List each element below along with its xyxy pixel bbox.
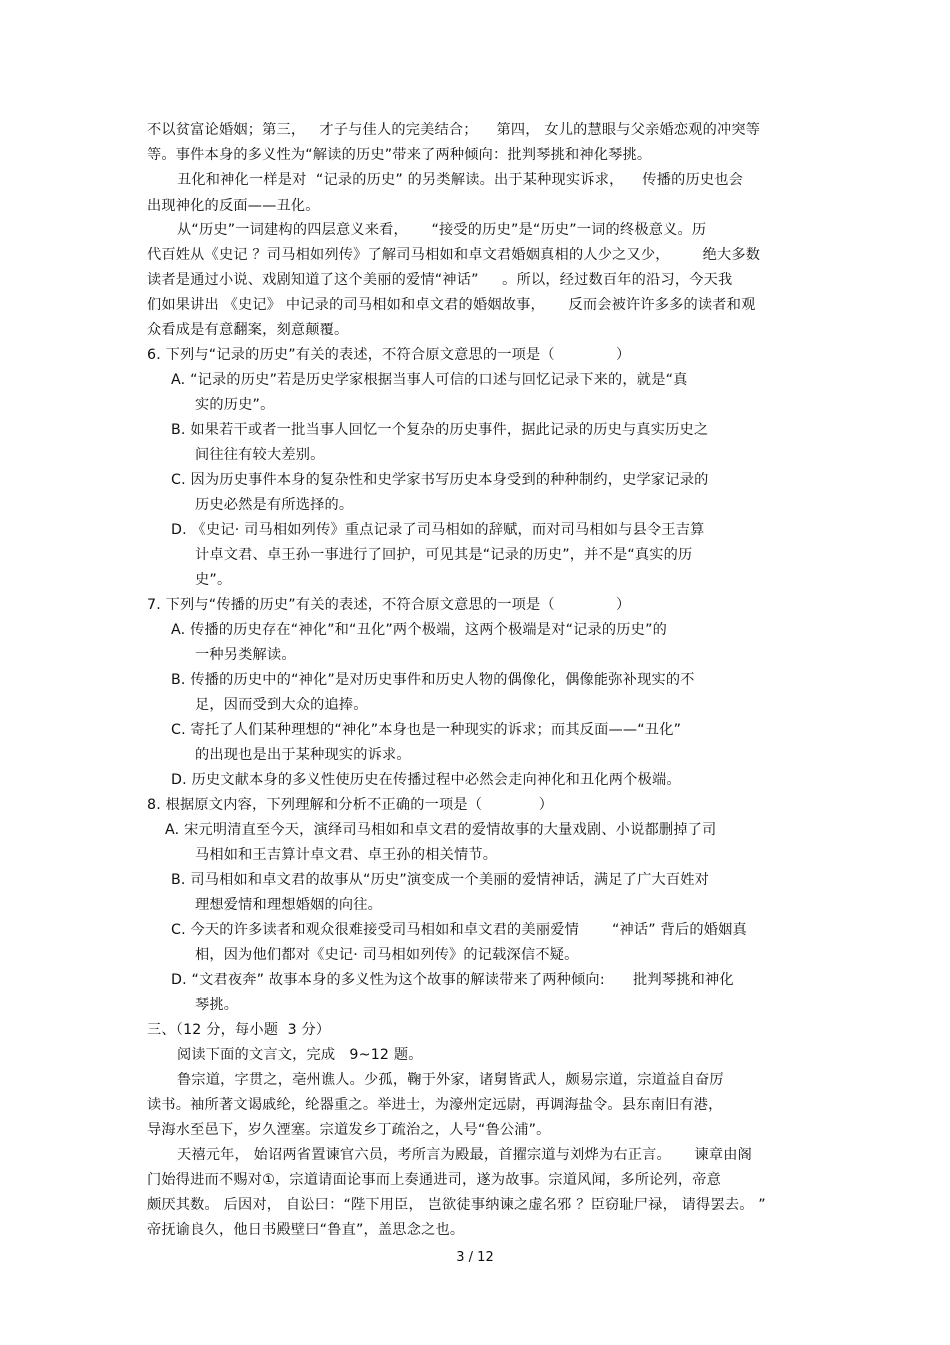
q6-option-d-cont: 史”。	[195, 572, 232, 588]
q8-option-c-cont: 相，因为他们都对《史记· 司马相如列传》的记载深信不疑。	[195, 947, 579, 963]
question-7-stem: 7. 下列与“传播的历史”有关的表述，不符合原文意思的一项是（ ）	[147, 597, 631, 613]
q8-option-d: D. “文君夜奔” 故事本身的多义性为这个故事的解读带来了两种倾向: 批判琴挑和神化	[171, 972, 734, 988]
q8-option-a: A. 宋元明清直至今天，演绎司马相如和卓文君的爱情故事的大量戏剧、小说都删掉了司	[165, 822, 717, 838]
q6-option-c: C. 因为历史事件本身的复杂性和史学家书写历史本身受到的种种制约，史学家记录的	[171, 472, 709, 488]
classical-text-line: 鲁宗道，字贯之，亳州谯人。少孤，鞠于外家，诸舅皆武人，颇易宗道，宗道益自奋厉	[177, 1072, 724, 1088]
q7-option-b-cont: 足，因而受到大众的追捧。	[195, 697, 368, 713]
classical-text-line: 天禧元年， 始诏两省置谏官六员，考所言为殿最，首擢宗道与刘烨为右正言。 谏章由阁	[177, 1147, 752, 1163]
q8-option-d-cont: 琴挑。	[195, 997, 239, 1013]
q6-option-d-cont: 计卓文君、卓王孙一事进行了回护，可见其是“记录的历史”，并不是“真实的历	[195, 547, 693, 563]
passage-line: 丑化和神化一样是对 “记录的历史” 的另类解读。出于某种现实诉求， 传播的历史也会	[177, 172, 744, 188]
q8-option-a-cont: 马相如和王吉算计卓文君、卓王孙的相关情节。	[195, 847, 498, 863]
classical-text-line: 门始得进而不赐对①，宗道请面论事而上奏通进司，遂为故事。宗道风闻，多所论列，帝意	[147, 1172, 722, 1188]
passage-line: 出现神化的反面——丑化。	[147, 198, 320, 214]
classical-text-line: 颇厌其数。 后因对， 自讼曰：“陛下用臣， 岂欲徒事纳谏之虚名邪 ？臣窃耻尸禄， 请得罢去。 ”	[147, 1197, 766, 1213]
q6-option-b: B. 如果若干或者一批当事人回忆一个复杂的历史事件，据此记录的历史与真实历史之	[171, 422, 709, 438]
page-number: 3 / 12	[456, 1250, 494, 1265]
q7-option-c: C. 寄托了人们某种理想的“神化”本身也是一种现实的诉求；而其反面——“丑化”	[171, 722, 682, 738]
passage-line: 众看成是有意翻案，刻意颠覆。	[147, 322, 349, 338]
q8-option-b: B. 司马相如和卓文君的故事从“历史”演变成一个美丽的爱情神话，满足了广大百姓对	[171, 872, 710, 888]
q7-option-a: A. 传播的历史存在“神化”和“丑化”两个极端，这两个极端是对“记录的历史”的	[171, 622, 668, 638]
q7-option-d: D. 历史文献本身的多义性使历史在传播过程中必然会走向神化和丑化两个极端。	[171, 772, 681, 788]
q6-option-c-cont: 历史必然是有所选择的。	[195, 497, 354, 513]
section-3-instruction: 阅读下面的文言文，完成 9~12 题。	[177, 1047, 423, 1063]
question-6-stem: 6. 下列与“记录的历史”有关的表述，不符合原文意思的一项是（ ）	[147, 347, 631, 363]
q7-option-c-cont: 的出现也是出于某种现实的诉求。	[195, 747, 411, 763]
passage-line: 代百姓从《史记 ？司马相如列传》了解司马相如和卓文君婚姻真相的人少之又少， 绝大多数	[147, 247, 761, 263]
passage-line: 们如果讲出 《史记》 中记录的司马相如和卓文君的婚姻故事， 反而会被许许多多的读者和观	[147, 297, 756, 313]
q6-option-d: D. 《史记· 司马相如列传》重点记录了司马相如的辞赋，而对司马相如与县令王吉算	[171, 522, 705, 538]
q6-option-b-cont: 间往往有较大差别。	[195, 447, 325, 463]
q6-option-a-cont: 实的历史”。	[195, 397, 275, 413]
passage-line: 从“历史”一词建构的四层意义来看， “接受的历史”是“历史”一词的终极意义。历	[177, 222, 707, 238]
section-3-heading: 三、（12 分，每小题 3 分）	[147, 1022, 331, 1038]
question-8-stem: 8. 根据原文内容，下列理解和分析不正确的一项是（ ）	[147, 797, 554, 813]
passage-line: 等。事件本身的多义性为“解读的历史”带来了两种倾向：批判琴挑和神化琴挑。	[147, 147, 652, 163]
q8-option-c: C. 今天的许多读者和观众很难接受司马相如和卓文君的美丽爱情 “神话” 背后的婚姻真	[171, 922, 747, 938]
q7-option-a-cont: 一种另类解读。	[195, 647, 296, 663]
q8-option-b-cont: 理想爱情和理想婚姻的向往。	[195, 897, 383, 913]
q7-option-b: B. 传播的历史中的“神化”是对历史事件和历史人物的偶像化，偶像能弥补现实的不	[171, 672, 695, 688]
classical-text-line: 帝抚谕良久，他日书殿壁曰“鲁直”，盖思念之也。	[147, 1222, 465, 1238]
passage-line: 读者是通过小说、戏剧知道了这个美丽的爱情“神话” 。所以，经过数百年的沿习，今天我	[147, 272, 733, 288]
q6-option-a: A. “记录的历史”若是历史学家根据当事人可信的口述与回忆记录下来的，就是“真	[171, 372, 688, 388]
classical-text-line: 读书。袖所著文谒戚纶，纶器重之。举进士，为濠州定远尉，再调海盐令。县东南旧有港，	[147, 1097, 723, 1113]
passage-line: 不以贫富论婚姻；第三， 才子与佳人的完美结合； 第四， 女儿的慧眼与父亲婚恋观的冲突等	[147, 122, 761, 138]
classical-text-line: 导海水至邑下，岁久湮塞。宗道发乡丁疏治之，人号“鲁公浦”。	[147, 1122, 551, 1138]
